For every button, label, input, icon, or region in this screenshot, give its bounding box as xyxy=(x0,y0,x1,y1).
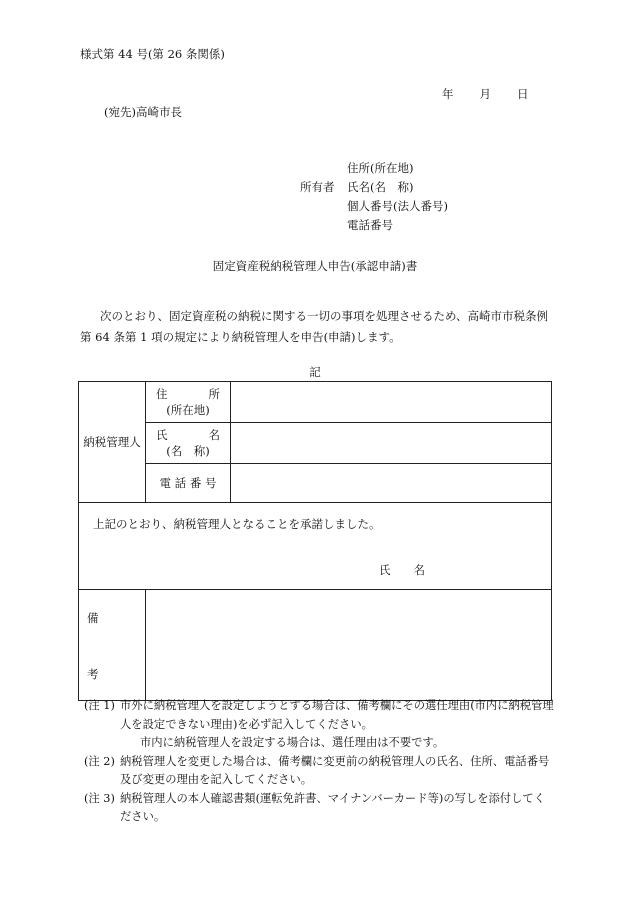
owner-label: 所有者 xyxy=(300,180,335,194)
date-line xyxy=(442,88,529,102)
address-label-cell: 住 所 (所在地) xyxy=(146,382,231,423)
name-input[interactable] xyxy=(231,423,552,464)
ki-heading: 記 xyxy=(309,365,321,379)
date-year: 年 xyxy=(442,87,454,101)
notes xyxy=(84,697,554,827)
manager-table xyxy=(78,381,552,701)
note-item: (注 3) 納税管理人の本人確認書類(運転免許書、マイナンバーカード等)の写しを添付してください。 xyxy=(84,791,545,823)
addressee: (宛先)高崎市長 xyxy=(104,105,182,119)
remarks-input[interactable] xyxy=(146,590,552,701)
phone-input[interactable] xyxy=(231,464,552,503)
consent-text: 上記のとおり、納税管理人となることを承諾しました。 xyxy=(93,517,381,531)
note-item: (注 2) 納税管理人を変更した場合は、備考欄に変更前の納税管理人の氏名、住所、電話番号及び変更の理由を記入してください。 xyxy=(84,754,550,786)
owner-block xyxy=(300,162,448,238)
note-item-extra: 市内に納税管理人を設定する場合は、選任理由は不要です。 xyxy=(140,736,445,749)
phone-label: 電 話 番 号 xyxy=(146,464,231,503)
owner-field-id: 個人番号(法人番号) xyxy=(347,199,448,213)
document-title: 固定資産税納税管理人申告(承認申請)書 xyxy=(212,259,418,273)
address-input[interactable] xyxy=(231,382,552,423)
name-label-cell: 氏 名 (名 称) xyxy=(146,423,231,464)
owner-field-name: 氏名(名 称) xyxy=(347,180,414,194)
owner-field-address: 住所(所在地) xyxy=(347,161,414,175)
body-text: 次のとおり、固定資産税の納税に関する一切の事項を処理させるため、高崎市市税条例第 64 条第 1 項の規定により納税管理人を申告(申請)します。 xyxy=(80,309,549,344)
date-month: 月 xyxy=(479,87,491,101)
owner-field-phone: 電話番号 xyxy=(347,218,393,232)
form-number: 様式第 44 号(第 26 条関係) xyxy=(80,47,225,61)
consent-cell xyxy=(79,503,552,590)
manager-label: 納税管理人 xyxy=(79,382,146,503)
consent-name-label: 氏 名 xyxy=(379,563,425,577)
date-day: 日 xyxy=(517,87,529,101)
note-item: (注 1) 市外に納税管理人を設定しようとする場合は、備考欄にその選任理由(市内に納税管理人を設定できない理由)を必ず記入してください。 xyxy=(84,699,554,731)
remarks-label: 備 考 xyxy=(79,590,146,701)
